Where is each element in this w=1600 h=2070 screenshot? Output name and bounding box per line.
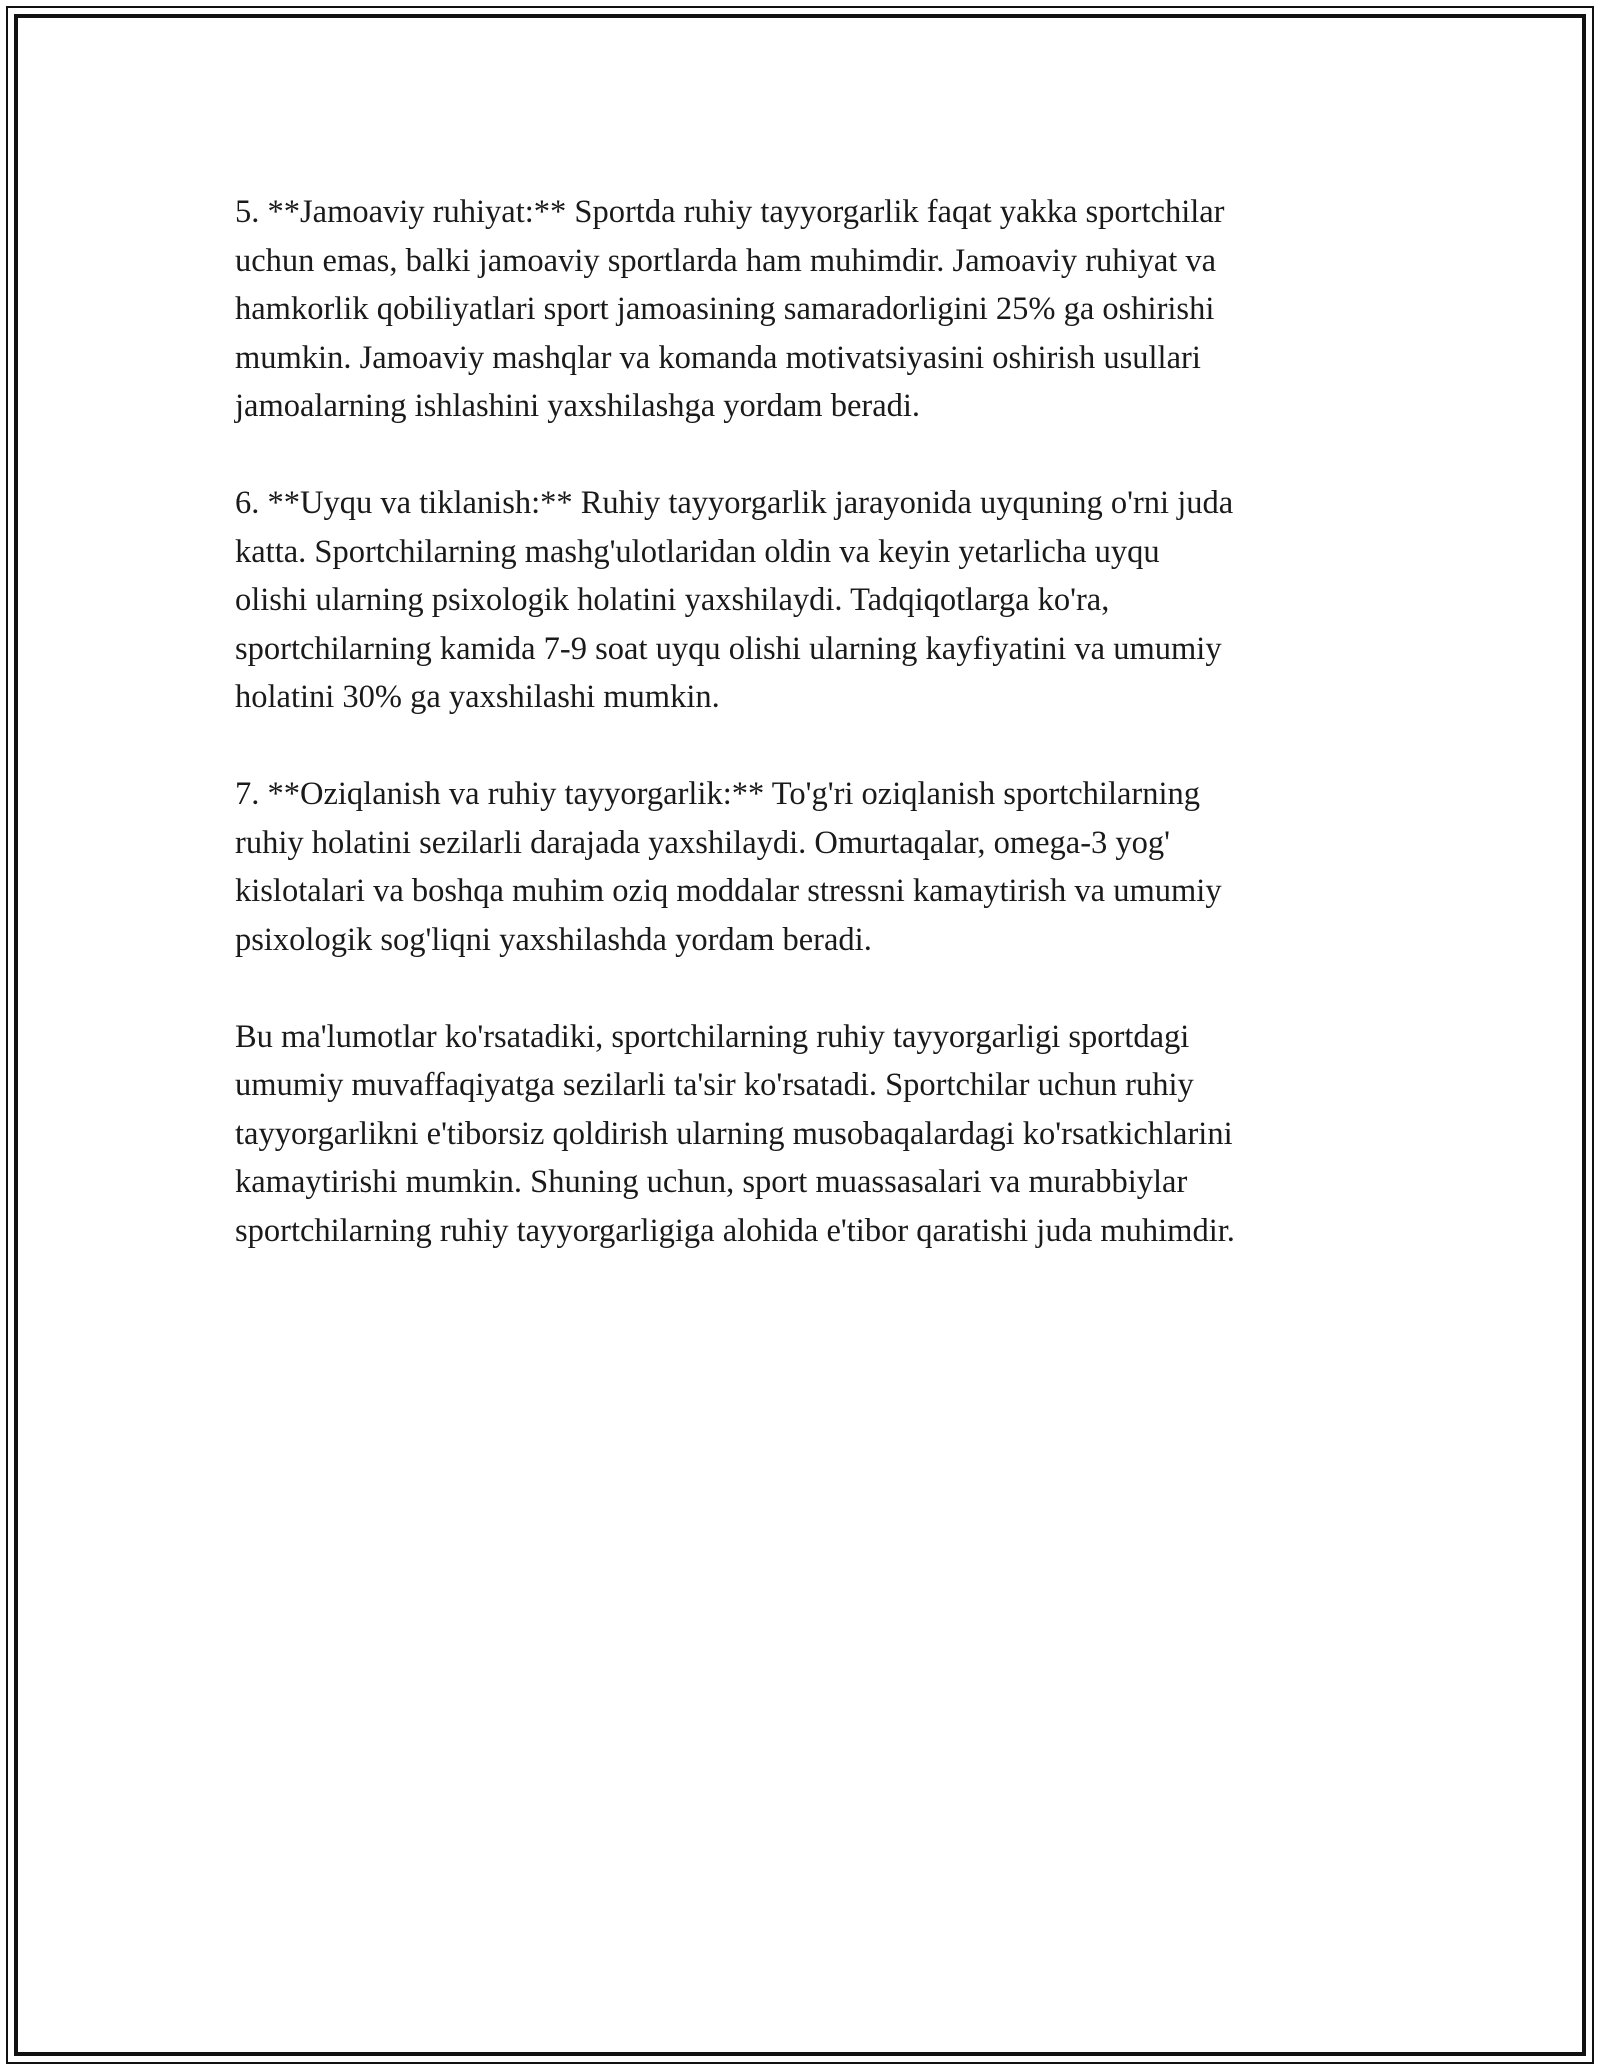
text-line: Bu ma'lumotlar ko'rsatadiki, sportchilarning ruhiy tayyorgarligi sportdagi: [235, 1018, 1190, 1055]
paragraph-sleep-recovery: [235, 479, 1385, 722]
text-line: jamoalarning ishlashini yaxshilashga yordam beradi.: [235, 388, 921, 424]
text-line: sportchilarning ruhiy tayyorgarligiga alohida e'tibor qaratishi juda muhimdir.: [235, 1212, 1235, 1249]
paragraph-conclusion: [235, 1013, 1385, 1256]
text-line: 7. **Oziqlanish va ruhiy tayyorgarlik:** To'g'ri oziqlanish sportchilarning: [235, 776, 1201, 812]
text-line: holatini 30% ga yaxshilashi mumkin.: [235, 679, 720, 715]
paragraph-team-spirit: [235, 188, 1385, 431]
text-line: mumkin. Jamoaviy mashqlar va komanda motivatsiyasini oshirish usullari: [235, 339, 1201, 376]
text-line: umumiy muvaffaqiyatga sezilarli ta'sir ko'rsatadi. Sportchilar uchun ruhiy: [235, 1067, 1194, 1103]
text-line: olishi ularning psixologik holatini yaxshilaydi. Tadqiqotlarga ko'ra,: [235, 582, 1110, 618]
text-line: kamaytirishi mumkin. Shuning uchun, sport muassasalari va murabbiylar: [235, 1164, 1188, 1200]
text-line: psixologik sog'liqni yaxshilashda yordam beradi.: [235, 921, 872, 958]
text-line: 6. **Uyqu va tiklanish:** Ruhiy tayyorgarlik jarayonida uyquning o'rni juda: [235, 485, 1234, 521]
text-line: hamkorlik qobiliyatlari sport jamoasining samaradorligini 25% ga oshirishi: [235, 291, 1215, 327]
text-line: kislotalari va boshqa muhim oziq moddalar stressni kamaytirish va umumiy: [235, 873, 1222, 909]
text-line: uchun emas, balki jamoaviy sportlarda ham muhimdir. Jamoaviy ruhiyat va: [235, 242, 1217, 279]
text-line: 5. **Jamoaviy ruhiyat:** Sportda ruhiy tayyorgarlik faqat yakka sportchilar: [235, 194, 1225, 230]
paragraph-nutrition: [235, 770, 1385, 964]
text-line: katta. Sportchilarning mashg'ulotlaridan oldin va keyin yetarlicha uyqu: [235, 533, 1160, 570]
text-line: sportchilarning kamida 7-9 soat uyqu olishi ularning kayfiyatini va umumiy: [235, 630, 1222, 667]
document-body: [235, 188, 1385, 1255]
text-line: ruhiy holatini sezilarli darajada yaxshilaydi. Omurtaqalar, omega-3 yog': [235, 824, 1171, 861]
text-line: tayyorgarlikni e'tiborsiz qoldirish ularning musobaqalardagi ko'rsatkichlarini: [235, 1115, 1233, 1152]
